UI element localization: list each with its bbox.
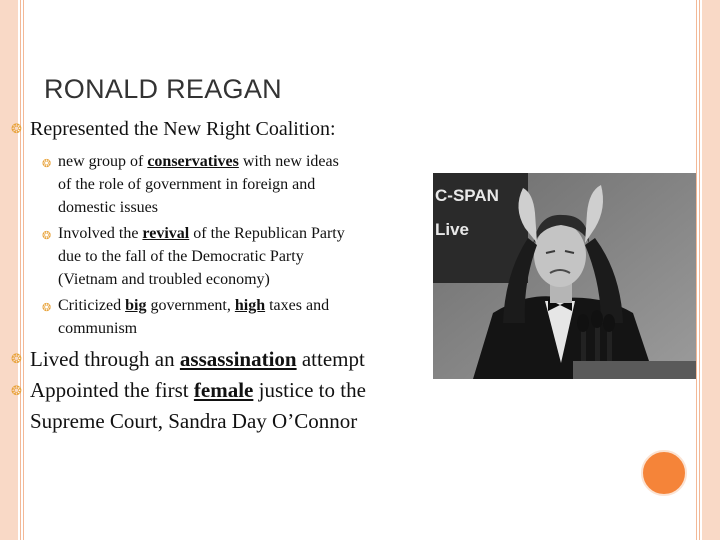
right-frame-line [699,0,700,540]
sub-bullet-text: new group of conservatives with new ideas of the role of government in foreign and domestic issues [58,153,339,216]
slide-title: RONALD REAGAN [44,74,282,104]
sub-bullet-icon: ❂ [42,157,52,170]
keyword: big [125,297,147,314]
bullet-icon: ❂ [11,352,22,367]
right-frame-bar [702,0,720,540]
bullet-text: Represented the New Right Coalition: [30,118,336,140]
keyword: female [193,378,254,402]
reagan-photo [433,173,696,379]
sub-bullet-text: Involved the revival of the Republican Party due to the fall of the Democratic Party (Vietnam and troubled economy) [58,225,345,288]
left-frame-line [20,0,21,540]
bullet-icon: ❂ [11,122,22,137]
keyword: conservatives [147,153,239,170]
accent-circle [641,450,687,496]
keyword: assassination [179,347,297,371]
bullet-text: Lived through an assassination attempt [30,347,365,371]
sub-bullet-icon: ❂ [42,301,52,314]
keyword: high [234,297,266,314]
sub-bullet-text: Criticized big government, high taxes and communism [58,297,330,337]
live-label-text: Live [435,220,470,239]
right-frame-line [696,0,697,540]
sub-bullet-icon: ❂ [42,229,52,242]
left-frame-bar [0,0,18,540]
left-frame-line [23,0,24,540]
bullet-icon: ❂ [11,384,22,399]
keyword: revival [142,225,190,242]
bullet-text: Appointed the first female justice to the Supreme Court, Sandra Day O’Connor [30,378,366,433]
network-logo-text: C-SPAN [435,186,499,205]
